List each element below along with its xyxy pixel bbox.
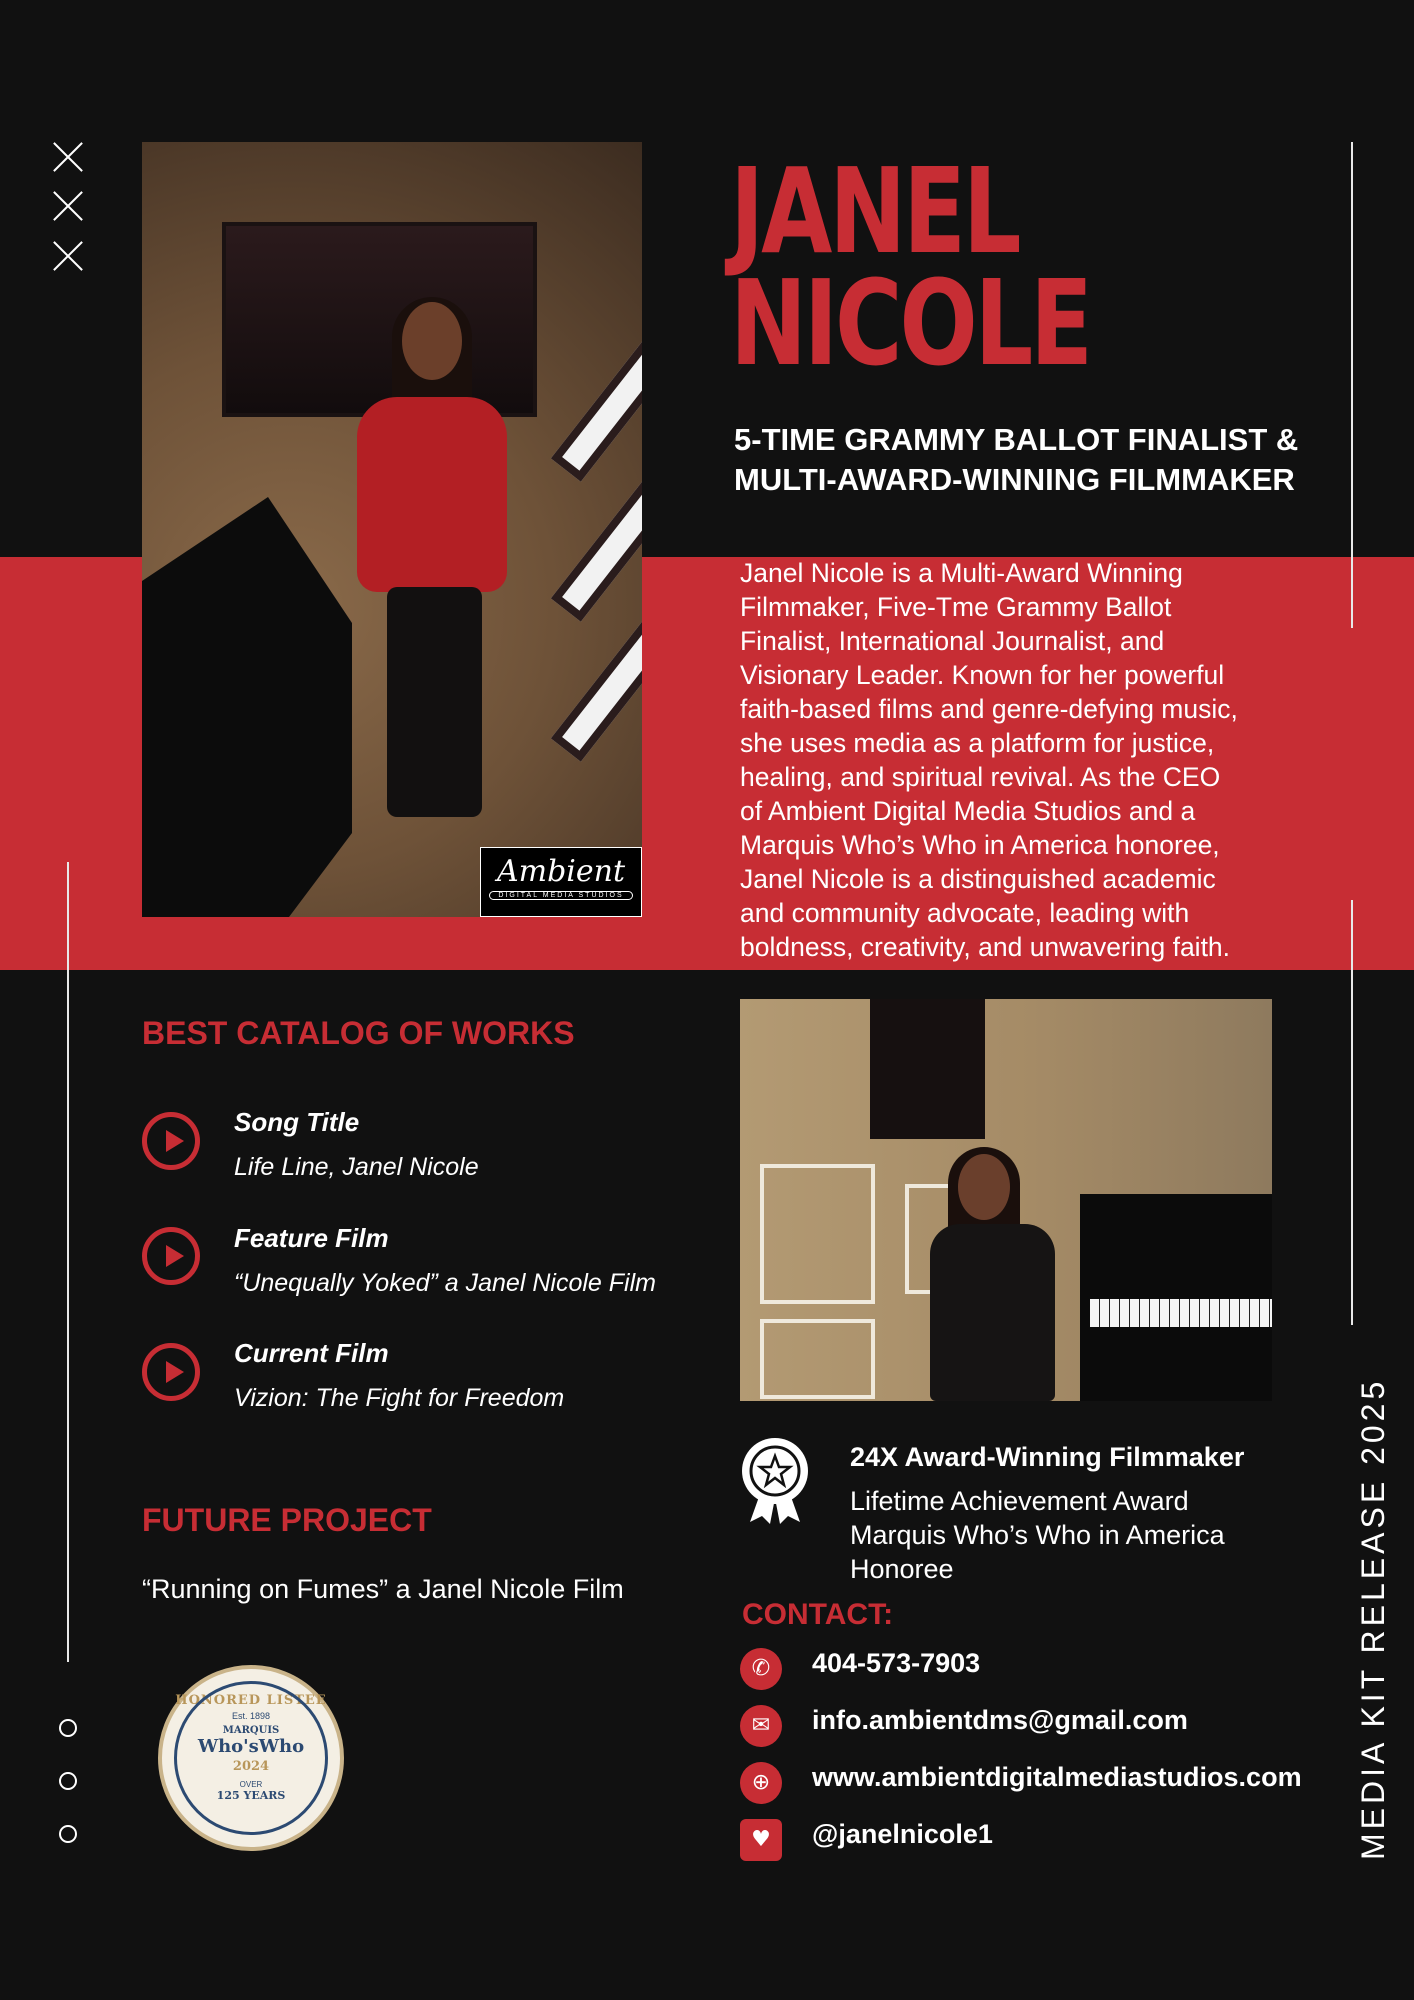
wall-art-shape (551, 340, 642, 482)
marquis-whos-who-seal: HONORED LISTEE Est. 1898 MARQUIS Who'sWho 2024 OVER 125 YEARS (158, 1665, 344, 1851)
portrait-photo (142, 142, 642, 917)
play-icon[interactable] (142, 1227, 200, 1285)
bio-paragraph: Janel Nicole is a Multi-Award Winning Filmmaker, Five-Tme Grammy Ballot Finalist, International Journalist, and Visionary Leader. Known for her powerful faith-based films and genre-defying music, she uses media as a platform for justice, healing, and spiritual revival. As the CEO of Ambient Digital Media Studios and a Marquis Who’s Who in America honoree, Janel Nicole is a distinguished academic and community advocate, leading with boldness, creativity, and unwavering faith. (740, 558, 1238, 962)
award-ribbon-icon (740, 1436, 810, 1524)
right-divider-line-bottom (1351, 900, 1353, 1325)
contact-website[interactable]: www.ambientdigitalmediastudios.com (812, 1762, 1302, 1792)
work-subtitle: Vizion: The Fight for Freedom (234, 1384, 565, 1412)
wall-art-shape (551, 480, 642, 622)
contact-social-handle[interactable]: @janelnicole1 (812, 1819, 993, 1849)
page-title: JANEL NICOLE (730, 142, 1090, 392)
decorative-circle-icon (59, 1825, 77, 1843)
play-icon[interactable] (142, 1112, 200, 1170)
decorative-x-icon (52, 240, 84, 272)
heart-chat-icon: ♥ (740, 1819, 782, 1861)
award-title: 24X Award-Winning Filmmaker (850, 1442, 1245, 1472)
work-subtitle: Life Line, Janel Nicole (234, 1153, 479, 1181)
future-project-text: “Running on Fumes” a Janel Nicole Film (142, 1574, 624, 1604)
decorative-x-icon (52, 141, 84, 173)
media-kit-side-label: MEDIA KIT RELEASE 2025 (1355, 1377, 1391, 1860)
piano-shape (142, 497, 352, 917)
work-subtitle: “Unequally Yoked” a Janel Nicole Film (234, 1269, 656, 1297)
decorative-circle-icon (59, 1772, 77, 1790)
contact-phone[interactable]: 404-573-7903 (812, 1648, 981, 1678)
work-title: Feature Film (234, 1223, 389, 1253)
contact-heading: CONTACT: (742, 1598, 894, 1631)
person-figure (347, 302, 517, 902)
email-icon: ✉ (740, 1705, 782, 1747)
contact-email[interactable]: info.ambientdms@gmail.com (812, 1705, 1188, 1735)
globe-icon: ⊕ (740, 1762, 782, 1804)
play-icon[interactable] (142, 1343, 200, 1401)
work-title: Current Film (234, 1338, 389, 1368)
ambient-logo: Ambient DIGITAL MEDIA STUDIOS (480, 847, 642, 917)
studio-photo (740, 999, 1272, 1401)
future-project-heading: FUTURE PROJECT (142, 1502, 432, 1538)
decorative-x-icon (52, 190, 84, 222)
award-details: Lifetime Achievement Award Marquis Who’s Who in America Honoree (850, 1486, 1225, 1584)
work-title: Song Title (234, 1107, 360, 1137)
right-divider-line-top (1351, 142, 1353, 628)
tagline: 5-TIME GRAMMY BALLOT FINALIST & MULTI-AWARD-WINNING FILMMAKER (734, 422, 1299, 497)
decorative-circle-icon (59, 1719, 77, 1737)
wall-art-shape (551, 620, 642, 762)
phone-icon: ✆ (740, 1648, 782, 1690)
catalog-heading: BEST CATALOG OF WORKS (142, 1015, 575, 1051)
left-divider-line (67, 862, 69, 1662)
